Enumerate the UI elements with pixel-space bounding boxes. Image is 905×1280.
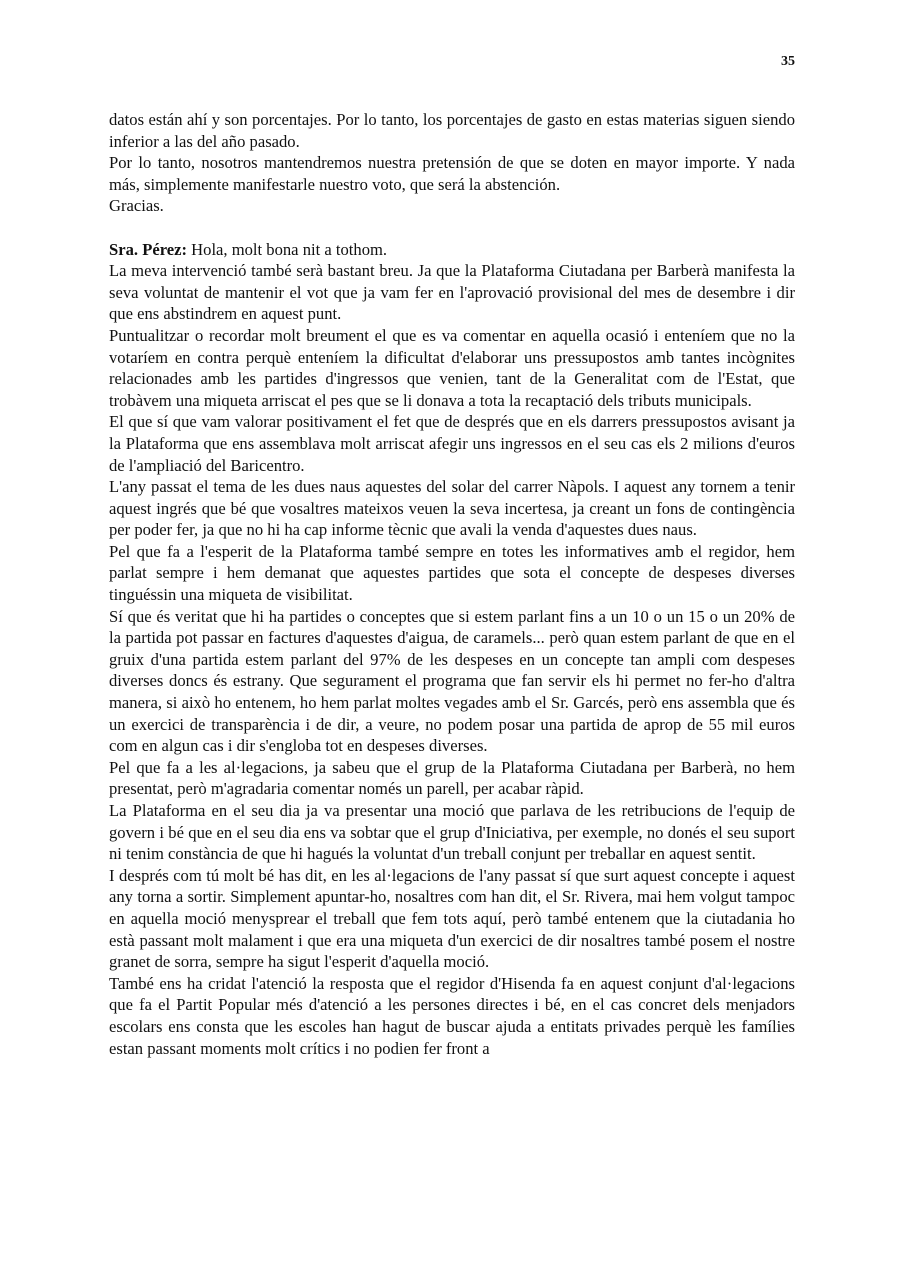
speaker-name: Sra. Pérez:: [109, 239, 188, 259]
paragraph: I després com tú molt bé has dit, en les al·legacions de l'any passat sí que surt aquest concepte i aquest any torna a sortir. Simplement apuntar-ho, nosaltres com han dit, el Sr. Rivera, mai hem volgut tampoc en aquella moció menysprear el treball que fem tots aquí, però també entenem que la ciutadania ho està passant molt malament i que era una miqueta d'un exercici de dir nosaltres també posem el nostre granet de sorra, sempre ha sigut l'esperit d'aquella moció.: [109, 865, 795, 972]
paragraph: Sí que és veritat que hi ha partides o conceptes que si estem parlant fins a un 10 o un 15 o un 20% de la partida pot passar en factures d'aquestes d'aigua, de caramels... però quan estem parlant de que en el gruix d'una partida estem parlant del 97% de les despeses en un concepte tan ampli com despeses diverses doncs és estrany. Que segurament el programa que fan servir els hi permet no fer-ho d'altra manera, si això ho entenem, ho hem parlat moltes vegades amb el Sr. Garcés, però ens assembla que és un exercici de transparència i de dir, a veure, no podem posar una partida de aprop de 55 mil euros com en algun cas i dir s'engloba tot en despeses diverses.: [109, 606, 795, 756]
paragraph: La meva intervenció també serà bastant breu. Ja que la Plataforma Ciutadana per Barberà manifesta la seva voluntat de mantenir el vot que ja vam fer en l'aprovació provisional del mes de desembre i dir que ens abstindrem en aquest punt.: [109, 261, 795, 324]
speaker-text: Hola, molt bona nit a tothom.: [187, 239, 388, 259]
paragraph: També ens ha cridat l'atenció la resposta que el regidor d'Hisenda fa en aquest conjunt d'al·legacions que fa el Partit Popular més d'atenció a les persones directes i bé, en el cas concret dels menjadors escolars ens consta que les escoles han hagut de buscar ajuda a entitats privades perquè les famílies estan passant moments molt crítics i no podien fer front a: [109, 973, 795, 1058]
paragraph: El que sí que vam valorar positivament el fet que de després que en els darrers pressupostos avisant ja la Plataforma que ens assemblava molt arriscat afegir uns ingressos en el seu cas els 2 milions d'euros de l'ampliació del Baricentro.: [109, 412, 795, 475]
paragraph: Pel que fa a les al·legacions, ja sabeu que el grup de la Plataforma Ciutadana per Barberà, no hem presentat, però m'agradaria comentar només un parell, per acabar ràpid.: [109, 757, 795, 799]
speaker-paragraph: [109, 239, 795, 261]
paragraph: Pel que fa a l'esperit de la Plataforma també sempre en totes les informatives amb el regidor, hem parlat sempre i hem demanat que aquestes partides que sota el concepte de despeses diverses tinguéssin una miqueta de visibilitat.: [109, 541, 795, 605]
paragraph: Gracias.: [109, 196, 164, 216]
page-number: 35: [781, 54, 795, 69]
paragraph: Por lo tanto, nosotros mantendremos nuestra pretensión de que se doten en mayor importe. Y nada más, simplemente manifestarle nuestro voto, que será la abstención.: [109, 153, 795, 194]
paragraph: datos están ahí y son porcentajes. Por lo tanto, los porcentajes de gasto en estas materias siguen siendo inferior a las del año pasado.: [109, 110, 795, 151]
paragraph: Puntualitzar o recordar molt breument el que es va comentar en aquella ocasió i enteníem que no la votaríem en contra perquè enteníem la dificultat d'elaborar uns pressupostos amb tantes incògnites relacionades amb les partides d'ingressos que venien, tant de la Generalitat com de l'Estat, que trobàvem una miqueta arriscat el pes que se li donava a tota la recaptació dels tributs municipals.: [109, 325, 795, 410]
paragraph: L'any passat el tema de les dues naus aquestes del solar del carrer Nàpols. I aquest any tornem a tenir aquest ingrés que bé que vosaltres mateixos veuen la seva incertesa, ja creant un fons de contingència per poder fer, ja que no hi ha cap informe tècnic que avali la venda d'aquestes dues naus.: [109, 477, 795, 540]
paragraph: La Plataforma en el seu dia ja va presentar una moció que parlava de les retribucions de l'equip de govern i bé que en el seu dia ens va sobtar que el grup d'Iniciativa, per exemple, no donés el seu suport ni tenim constància de que hi hagués la voluntat d'un treball conjunt per treballar en aquest sentit.: [109, 801, 795, 864]
document-body: [109, 109, 795, 1059]
